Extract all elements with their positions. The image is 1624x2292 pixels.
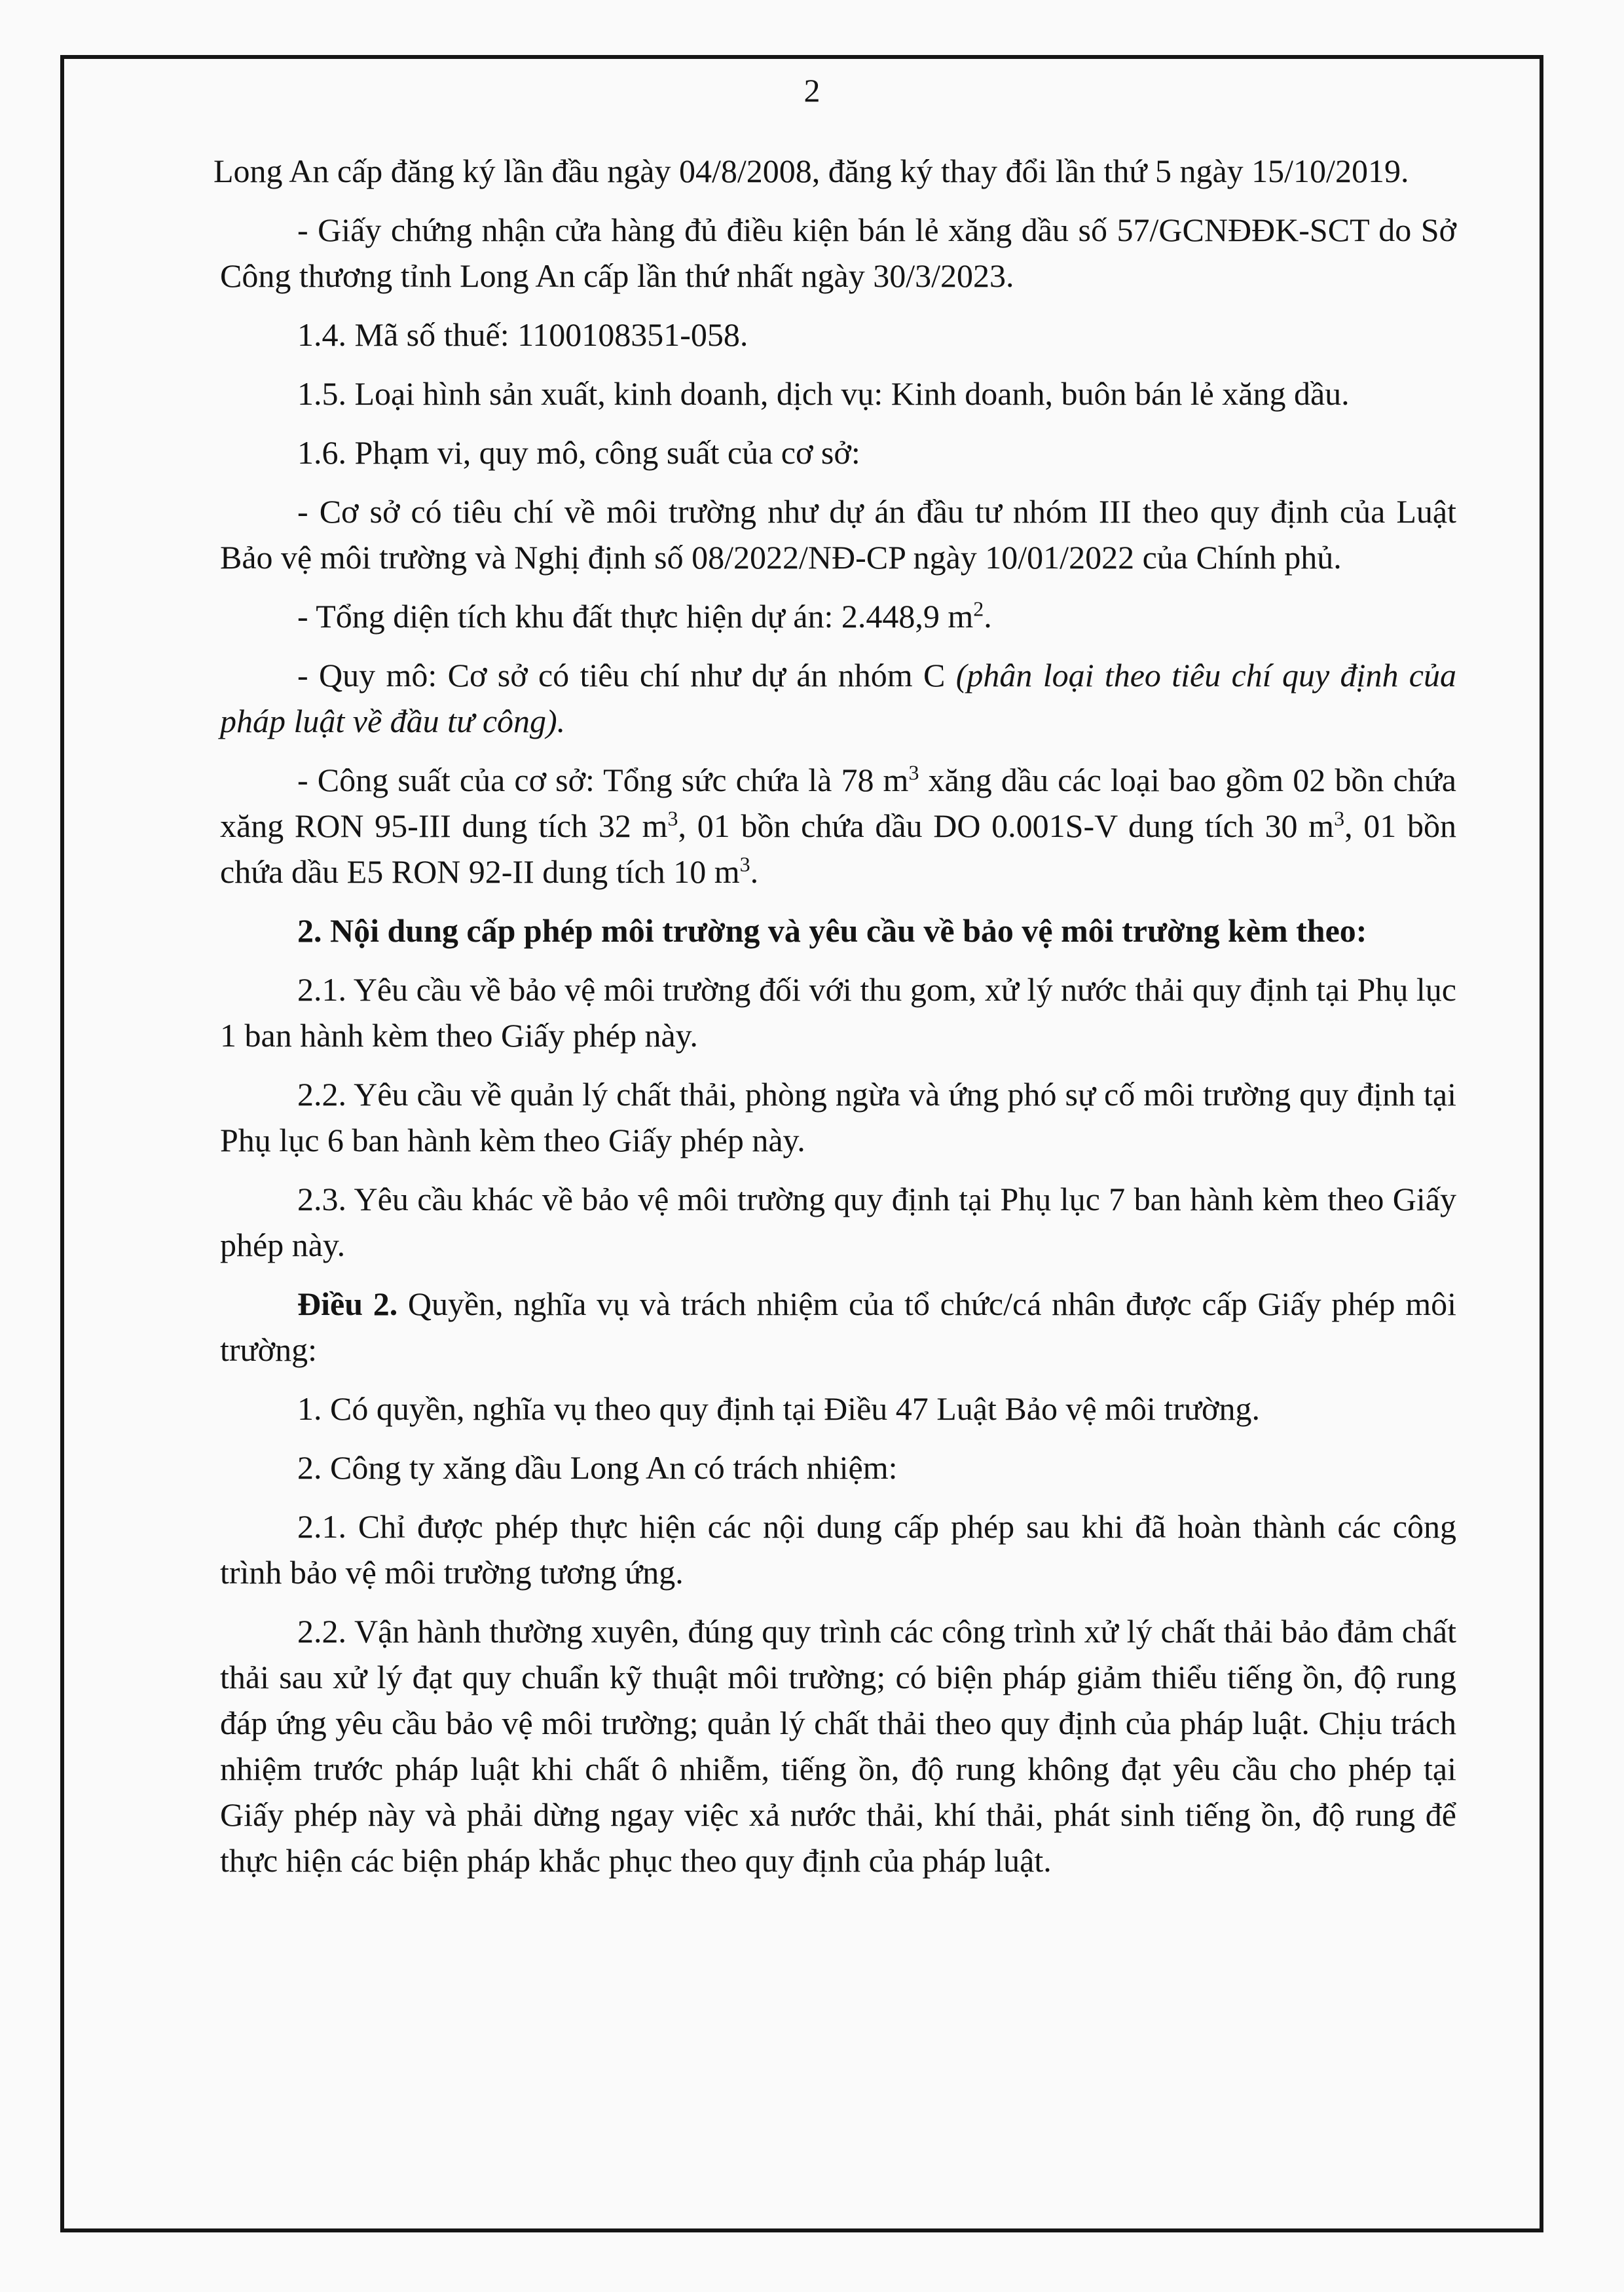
capacity-text-d: , 01 bồn chứa dầu E5 RON 92-II dung tích 10 m [220, 807, 1457, 890]
paragraph-2-1: 2.1. Yêu cầu về bảo vệ môi trường đối với thu gom, xử lý nước thải quy định tại Phụ lục 1 ban hành kèm theo Giấy phép này. [220, 971, 1456, 1054]
paragraph-article2-item-2-1: 2.1. Chỉ được phép thực hiện các nội dung cấp phép sau khi đã hoàn thành các công trình bảo vệ môi trường tương ứng. [220, 1508, 1456, 1591]
article-2 [220, 1281, 1456, 1373]
paragraph-fuel-retail-certificate: - Giấy chứng nhận cửa hàng đủ điều kiện bán lẻ xăng dầu số 57/GCNĐĐK-SCT do Sở Công thương tỉnh Long An cấp lần thứ nhất ngày 30/3/2023. [220, 212, 1456, 294]
superscript-3: 3 [739, 852, 750, 876]
article-2-label: Điều 2. [297, 1285, 398, 1322]
project-scale-text: - Quy mô: Cơ sở có tiêu chí như dự án nhóm C [297, 657, 956, 693]
total-area-text: - Tổng diện tích khu đất thực hiện dự án: 2.448,9 m [297, 598, 974, 635]
paragraph-environmental-criteria: - Cơ sở có tiêu chí về môi trường như dự án đầu tư nhóm III theo quy định của Luật Bảo vệ môi trường và Nghị định số 08/2022/NĐ-CP ngày 10/01/2022 của Chính phủ. [220, 493, 1456, 576]
paragraph-total-area [220, 593, 1456, 639]
paragraph-scope-heading: 1.6. Phạm vi, quy mô, công suất của cơ sở: [297, 434, 860, 471]
capacity-text-b: xăng dầu các loại bao gồm 02 bồn chứa xăng RON 95-III dung tích 32 m [220, 762, 1456, 844]
paragraph-registration-continued: Long An cấp đăng ký lần đầu ngày 04/8/2008, đăng ký thay đổi lần thứ 5 ngày 15/10/2019. [213, 153, 1409, 189]
paragraph-article2-item-1: 1. Có quyền, nghĩa vụ theo quy định tại Điều 47 Luật Bảo vệ môi trường. [297, 1390, 1260, 1427]
superscript-3: 3 [667, 806, 678, 830]
superscript-2: 2 [973, 597, 984, 621]
paragraph-business-type: 1.5. Loại hình sản xuất, kinh doanh, dịch vụ: Kinh doanh, buôn bán lẻ xăng dầu. [297, 375, 1350, 412]
paragraph-article2-item-2-2: 2.2. Vận hành thường xuyên, đúng quy trình các công trình xử lý chất thải bảo đảm chất thải sau xử lý đạt quy chuẩn kỹ thuật môi trường; có biện pháp giảm thiểu tiếng ồn, độ rung đáp ứng yêu cầu bảo vệ môi trường; quản lý chất thải theo quy định của pháp luật. Chịu trách nhiệm trước pháp luật khi chất ô nhiễm, tiếng ồn, độ rung không đạt yêu cầu cho phép tại Giấy phép này và phải dừng ngay việc xả nước thải, khí thải, phát sinh tiếng ồn, độ rung để thực hiện các biện pháp khắc phục theo quy định của pháp luật. [220, 1613, 1456, 1879]
superscript-3: 3 [908, 760, 919, 785]
paragraph-article2-item-2: 2. Công ty xăng dầu Long An có trách nhiệm: [297, 1449, 898, 1486]
capacity-text-a: - Công suất của cơ sở: Tổng sức chứa là 78 m [297, 762, 909, 798]
document-body [213, 148, 1457, 1896]
paragraph-project-scale [220, 652, 1456, 744]
page-number: 2 [803, 72, 821, 109]
project-scale-italic-note: (phân loại theo tiêu chí quy định của pháp luật về đầu tư công). [220, 657, 1456, 739]
total-area-end: . [984, 598, 992, 635]
superscript-3: 3 [1334, 806, 1345, 830]
paragraph-tax-code: 1.4. Mã số thuế: 1100108351-058. [297, 316, 748, 353]
article-2-text: Quyền, nghĩa vụ và trách nhiệm của tổ chức/cá nhân được cấp Giấy phép môi trường: [220, 1285, 1456, 1368]
capacity-text-e: . [750, 853, 759, 890]
paragraph-capacity [220, 757, 1456, 895]
capacity-text-c: , 01 bồn chứa dầu DO 0.001S-V dung tích 30 m [678, 807, 1335, 844]
section-heading-2: 2. Nội dung cấp phép môi trường và yêu cầu về bảo vệ môi trường kèm theo: [297, 912, 1367, 949]
paragraph-2-2: 2.2. Yêu cầu về quản lý chất thải, phòng ngừa và ứng phó sự cố môi trường quy định tại Phụ lục 6 ban hành kèm theo Giấy phép này. [220, 1076, 1456, 1158]
paragraph-2-3: 2.3. Yêu cầu khác về bảo vệ môi trường quy định tại Phụ lục 7 ban hành kèm theo Giấy phép này. [220, 1181, 1456, 1263]
